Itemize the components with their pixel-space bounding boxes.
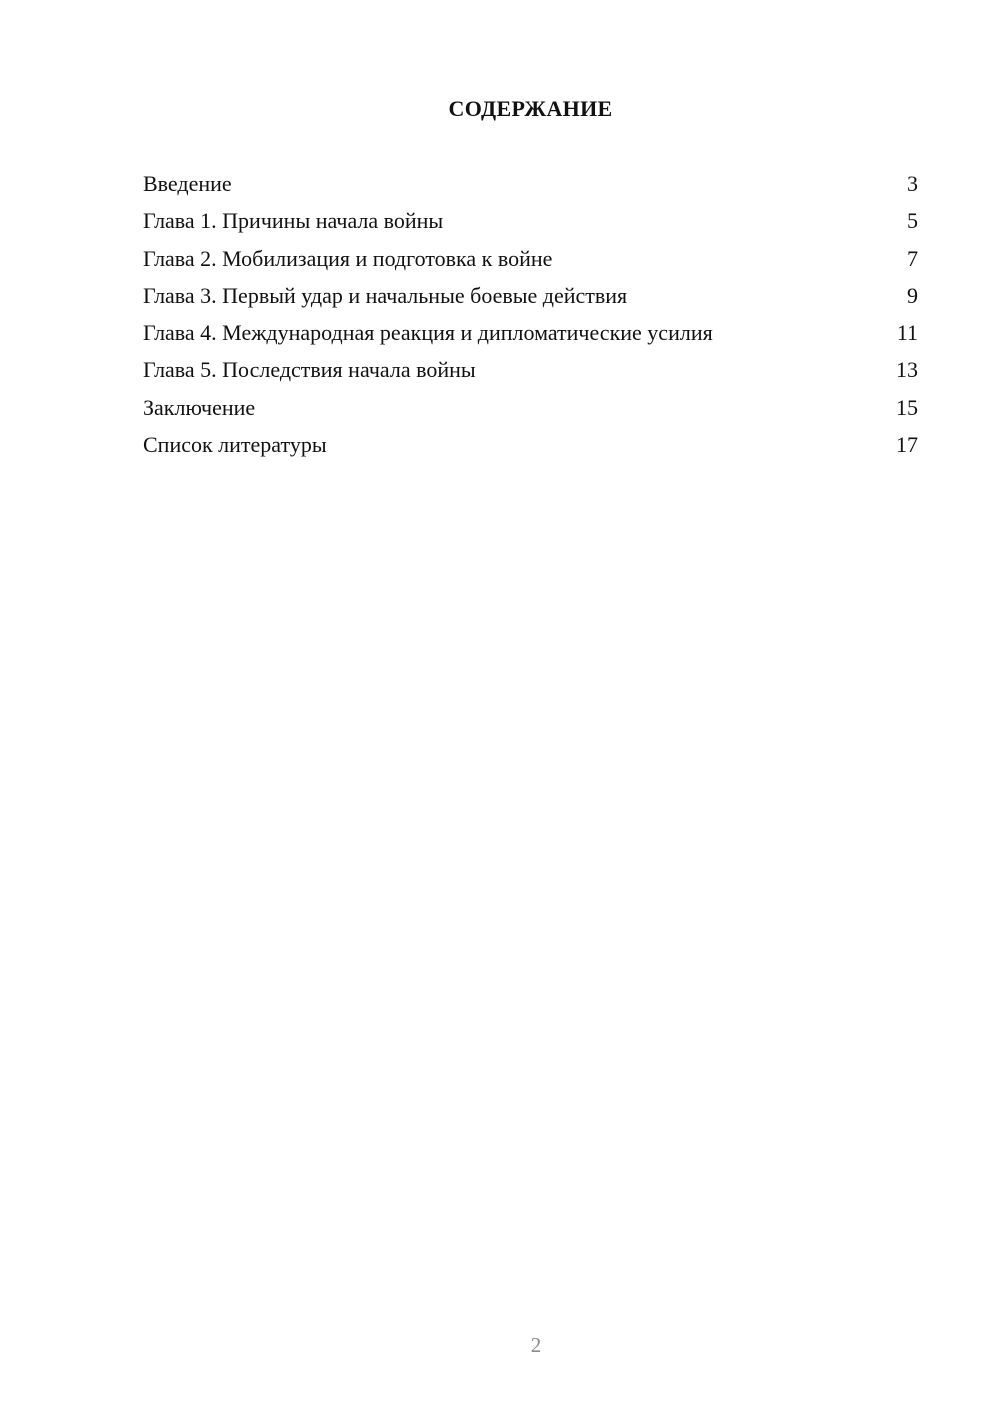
toc-entry-page: 9 <box>907 282 918 308</box>
toc-entry <box>143 169 918 206</box>
toc-entry-label: Введение <box>143 171 232 196</box>
toc-entry-label: Глава 5. Последствия начала войны <box>143 357 476 383</box>
toc-entry <box>143 244 918 281</box>
toc-entry <box>143 355 918 392</box>
toc-entry-label: Список литературы <box>143 432 327 458</box>
page-number: 2 <box>530 1333 542 1357</box>
toc-entry <box>143 393 918 430</box>
toc-entry-label: Глава 4. Международная реакция и дипломатические усилия <box>143 320 713 346</box>
toc-entry <box>143 318 918 355</box>
toc-entry-page: 7 <box>907 245 918 271</box>
toc-entry <box>143 206 918 243</box>
toc-entry-label: Глава 3. Первый удар и начальные боевые действия <box>143 282 628 308</box>
toc-entry-label: Глава 1. Причины начала войны <box>143 208 444 234</box>
toc-entry <box>143 430 918 467</box>
toc-entry-page: 5 <box>907 208 918 234</box>
toc-title-container <box>143 96 918 122</box>
toc-entry-page: 13 <box>896 357 918 383</box>
toc-entry-page: 15 <box>896 394 918 420</box>
toc-title: СОДЕРЖАНИЕ <box>448 96 613 121</box>
toc-entry-label: Глава 2. Мобилизация и подготовка к войне <box>143 245 553 271</box>
toc-entry-label: Заключение <box>143 394 256 420</box>
toc-entry-page: 3 <box>907 171 918 196</box>
table-of-contents <box>143 169 918 467</box>
toc-entry-page: 17 <box>896 432 918 458</box>
toc-entry <box>143 281 918 318</box>
toc-entry-page: 11 <box>896 320 918 346</box>
